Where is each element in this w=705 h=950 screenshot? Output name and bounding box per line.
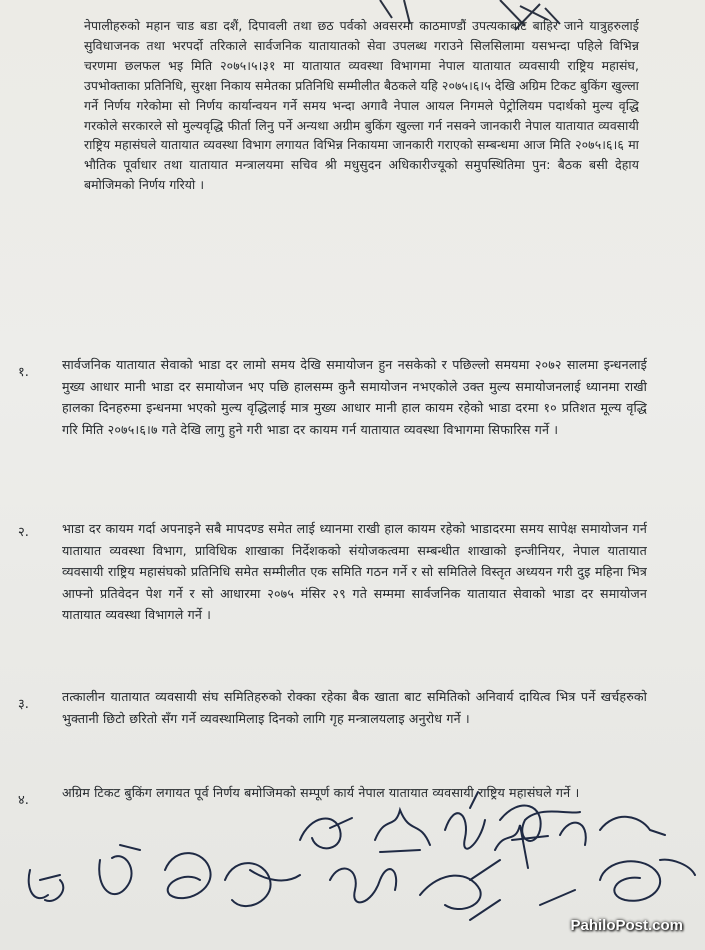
decision-item-1: सार्वजनिक यातायात सेवाको भाडा दर लामो समय देखि समायोजन हुन नसकेको र पछिल्लो समयमा २०७२ सालमा इन्धनलाई मुख्य आधार मानी भाडा दर समायोजन भए पछि हालसम्म कुनै समायोजन नभएकोले उक्त मुल्य समायोजनलाई ध्यानमा राखी हालका दिनहरुमा इन्धनमा भएको मुल्य वृद्धिलाई मात्र मुख्य आधार मानी हाल कायम रहेको भाडा दरमा १० प्रतिशत मूल्य वृद्धि गरि मिति २०७५।६।७ गते देखि लागु हुने गरी भाडा दर कायम गर्न यातायात व्यवस्था विभागमा सिफारिस गर्ने ।	[62, 357, 647, 437]
item-number: १.	[18, 365, 29, 380]
item-number: २.	[18, 525, 29, 540]
item-number: ३.	[18, 697, 29, 712]
watermark-text: PahiloPost.com	[570, 917, 683, 934]
item-number: ४.	[18, 793, 29, 808]
decision-item-4: अग्रिम टिकट बुकिंग लगायत पूर्व निर्णय बमोजिमको सम्पूर्ण कार्य नेपाल यातायात व्यवसायी राष्ट्रिय महासंघले गर्ने ।	[62, 785, 580, 800]
intro-paragraph: नेपालीहरुको महान चाड बडा दशैं, दिपावली तथा छठ पर्वको अवसरमा काठमाण्डौं उपत्यकाबाट बाहिर जाने यात्रुहरुलाई सुविधाजनक तथा भरपर्दो तरिकाले सार्वजनिक यातायातको सेवा उपलब्ध गराउने सिलसिलामा यसभन्दा पहिले विभिन्न चरणमा छलफल भइ मिति २०७५।५।३१ मा यातायात व्यवस्था विभागमा नेपाल यातायात व्यवसायी राष्ट्रिय महासंघ, उपभोक्ताका प्रतिनिधि, सुरक्षा निकाय समेतका प्रतिनिधि सम्मीलीत बैठकले यहि २०७५।६।५ देखि अग्रिम टिकट बुकिंग खुल्ला गर्ने निर्णय गरेकोमा सो निर्णय कार्यान्वयन गर्ने समय भन्दा अगावै नेपाल आयल निगमले पेट्रोलियम पदार्थको मुल्य वृद्धि गरकोले सरकारले सो मुल्यवृद्धि फीर्ता लिनु पर्ने अन्यथा अग्रीम बुकिंग खुल्ला गर्न नसक्ने जानकारी नेपाल यातायात व्यवसायी राष्ट्रिय महासंघले यातायात व्यवस्था विभाग लगायत विभिन्न निकायमा जानकारी गराएको सम्बन्धमा आज मिति २०७५।६।६ मा भौतिक पूर्वाधार तथा यातायात मन्त्रालयमा सचिव श्री मधुसुदन अधिकारीज्यूको समुपस्थितिमा पुन: बैठक बसी देहाय बमोजिमको निर्णय गरियो ।	[84, 18, 639, 193]
decision-item-3: तत्कालीन यातायात व्यवसायी संघ समितिहरुको रोक्का रहेका बैक खाता बाट समितिको अनिवार्य दायित्व भित्र पर्ने खर्चहरुको भुक्तानी छिटो छरितो सँग गर्ने व्यवस्थामिलाइ दिनको लागि गृह मन्त्रालयलाइ अनुरोध गर्ने ।	[62, 689, 647, 726]
decision-item-2: भाडा दर कायम गर्दा अपनाइने सबै मापदण्ड समेत लाई ध्यानमा राखी हाल कायम रहेको भाडादरमा समय सापेक्ष समायोजन गर्न यातायात व्यवस्था विभाग, प्राविधिक शाखाका निर्देशकको संयोजकत्वमा सम्बन्धीत शाखाको इन्जीनियर, नेपाल यातायात व्यवसायी राष्ट्रिय महासंघको प्रतिनिधि समेत सम्मीलीत एक समिति गठन गर्ने र सो समितिले विस्तृत अध्ययन गरी दुइ महिना भित्र आफ्नो प्रतिवेदन पेश गर्ने र सो आधारमा २०७५ मंसिर २९ गते सम्ममा सार्वजनिक यातायात सेवाको भाडा दर समायोजन यातायात व्यवस्था विभागले गर्ने ।	[62, 521, 647, 623]
